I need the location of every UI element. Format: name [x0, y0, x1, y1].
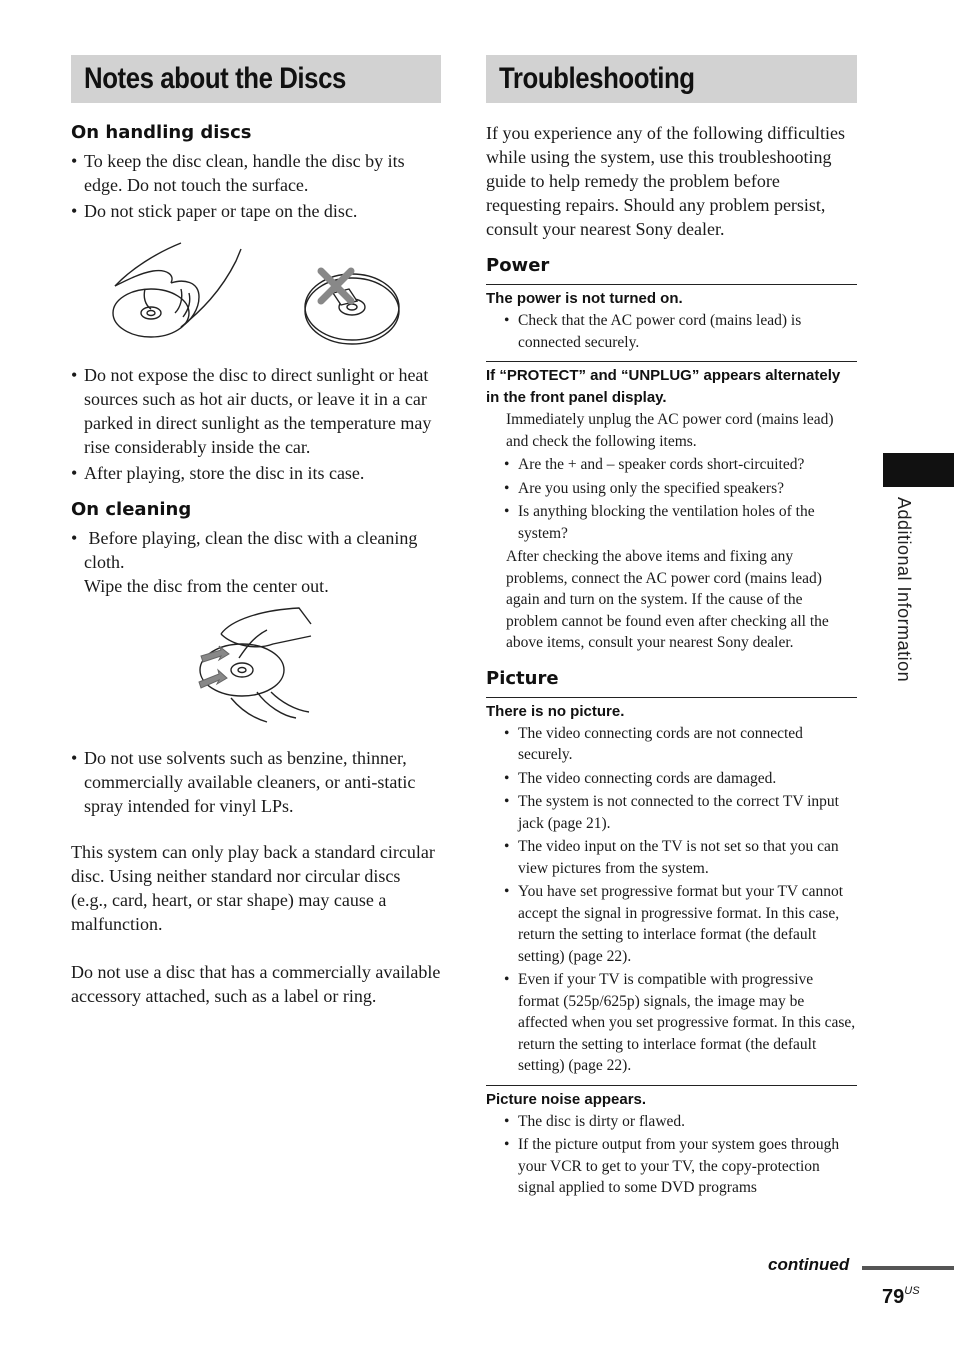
list-item: • Check that the AC power cord (mains lead) is connected securely. [504, 310, 857, 353]
list-item: • After playing, store the disc in its case. [71, 461, 441, 485]
handling-list [71, 149, 441, 223]
list-item: • Are the + and – speaker cords short-circuited? [504, 454, 857, 476]
list-item: • Even if your TV is compatible with progressive format (525p/625p) signals, the image may be affected when you set progressive format. In this case, return the setting to interlace format (the default setting) (page 22). [504, 969, 857, 1077]
handling-list-2 [71, 363, 441, 485]
list-item: • The video connecting cords are damaged. [504, 768, 857, 790]
subsection-after: After checking the above items and fixing any problems, connect the AC power cord (mains lead) again and turn on the system. If the cause of the problem cannot be found even after checking all the above items, consult your nearest Sony dealer. [506, 548, 829, 651]
list-item: • If the picture output from your system goes through your VCR to get to your TV, the copy-protection signal applied to some DVD programs [504, 1134, 857, 1199]
section-title-banner [486, 55, 857, 103]
cleaning-heading: On cleaning [71, 499, 192, 520]
page-number-value: 79 [882, 1286, 905, 1308]
list-item: • Do not stick paper or tape on the disc. [71, 199, 441, 223]
list-item: • Do not expose the disc to direct sunlight or heat sources such as hot air ducts, or leave it in a car parked in direct sunlight as the temperature may rise considerably inside the car. [71, 363, 441, 459]
picture-heading: Picture [486, 667, 559, 689]
continued-label: continued [768, 1255, 850, 1274]
subsection-intro: Immediately unplug the AC power cord (mains lead) and check the following items. [506, 411, 834, 450]
list-item: • To keep the disc clean, handle the disc by its edge. Do not touch the surface. [71, 149, 441, 197]
cleaning-list-2 [71, 746, 441, 818]
list-item-text: Before playing, clean the disc with a cleaning cloth. [84, 528, 418, 572]
list-item: • You have set progressive format but your TV cannot accept the signal in progressive format. In this case, return the setting to interlace format (the default setting) (page 22). [504, 881, 857, 967]
handling-heading: On handling discs [71, 122, 252, 143]
left-column [71, 55, 441, 1008]
power-s1-list [486, 310, 857, 353]
section-title-banner [71, 55, 441, 103]
section-title: Troubleshooting [499, 62, 695, 95]
list-item: • The disc is dirty or flawed. [504, 1111, 857, 1133]
picture-s1-list [486, 723, 857, 1077]
list-item: • The video connecting cords are not connected securely. [504, 723, 857, 766]
subsection-title: If “PROTECT” and “UNPLUG” appears alternately in the front panel display. [486, 361, 857, 409]
power-heading: Power [486, 255, 550, 276]
subsection-title: Picture noise appears. [486, 1085, 857, 1111]
list-item [71, 526, 441, 598]
list-item: • Are you using only the specified speakers? [504, 478, 857, 500]
cleaning-list [71, 526, 441, 598]
chapter-label: Additional Information [894, 497, 914, 683]
chapter-tab [883, 453, 954, 487]
list-item: • Is anything blocking the ventilation holes of the system? [504, 501, 857, 544]
subsection-title: There is no picture. [486, 697, 857, 723]
list-item: • Do not use solvents such as benzine, thinner, commercially available cleaners, or anti-static spray intended for vinyl LPs. [71, 746, 441, 818]
paragraph-accessory: Do not use a disc that has a commercially available accessory attached, such as a label or ring. [71, 962, 441, 1006]
disc-cleaning-image [71, 606, 441, 736]
page-number [882, 1286, 920, 1309]
power-s2-list [486, 454, 857, 544]
paragraph-circular-disc: This system can only play back a standard circular disc. Using neither standard nor circular discs (e.g., card, heart, or star shape) may cause a malfunction. [71, 842, 435, 934]
intro-paragraph: If you experience any of the following difficulties while using the system, use this troubleshooting guide to help remedy the problem before requesting repairs. Should any problem persist, consult your nearest Sony dealer. [486, 123, 846, 239]
disc-cleaning-illustration [71, 606, 441, 736]
continued-rule [862, 1266, 954, 1270]
section-title: Notes about the Discs [84, 62, 346, 95]
list-item: • The video input on the TV is not set so that you can view pictures from the system. [504, 836, 857, 879]
page-number-suffix: US [904, 1285, 920, 1297]
right-column [486, 55, 857, 1201]
list-item: • The system is not connected to the correct TV input jack (page 21). [504, 791, 857, 834]
disc-handling-illustration [71, 231, 441, 357]
subsection-title: The power is not turned on. [486, 284, 857, 310]
picture-s2-list [486, 1111, 857, 1199]
list-item-continuation: Wipe the disc from the center out. [84, 576, 329, 596]
disc-handling-image [71, 231, 441, 357]
